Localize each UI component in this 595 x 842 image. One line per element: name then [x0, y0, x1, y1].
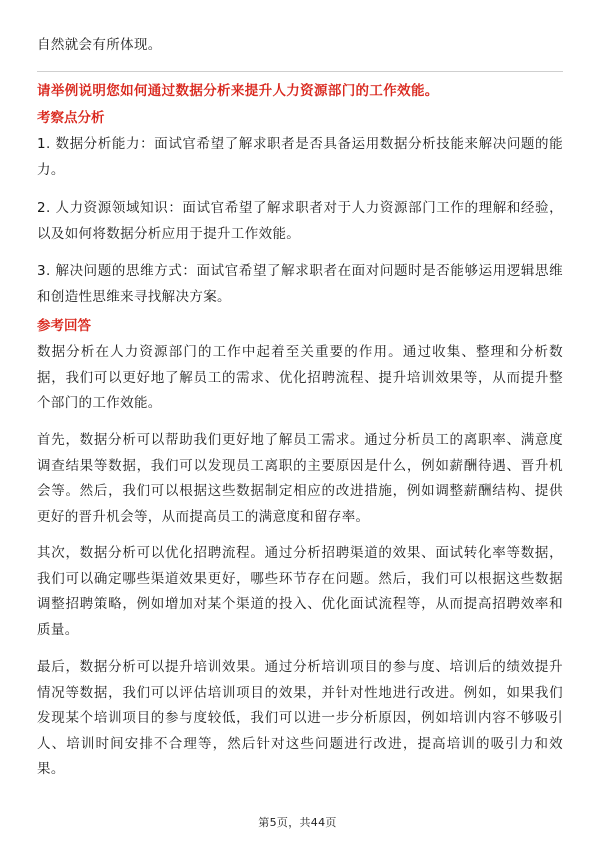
intro-tail-text: 自然就会有所体现。: [37, 37, 162, 53]
analysis-item-1: 1. 数据分析能力：面试官希望了解求职者是否具备运用数据分析技能来解决问题的能力。: [37, 136, 563, 178]
answer-paragraph-4: 最后，数据分析可以提升培训效果。通过分析培训项目的参与度、培训后的绩效提升情况等数据，我们可以评估培训项目的效果，并针对性地进行改进。例如，如果我们发现某个培训项目的参与度较低，我们可以进一步分析原因，例如培训内容不够吸引人、培训时间安排不合理等，然后针对这些问题进行改进，提高培训的吸引力和效果。: [37, 659, 563, 777]
analysis-item-3: 3. 解决问题的思维方式：面试官希望了解求职者在面对问题时是否能够运用逻辑思维和创造性思维来寻找解决方案。: [37, 263, 563, 305]
answer-paragraph-3: 其次，数据分析可以优化招聘流程。通过分析招聘渠道的效果、面试转化率等数据，我们可以确定哪些渠道效果更好，哪些环节存在问题。然后，我们可以根据这些数据调整招聘策略，例如增加对某个渠道的投入、优化面试流程等，从而提高招聘效率和质量。: [37, 545, 563, 638]
analysis-title: 考察点分析: [37, 110, 105, 126]
analysis-item-2: 2. 人力资源领域知识：面试官希望了解求职者对于人力资源部门工作的理解和经验，以及如何将数据分析应用于提升工作效能。: [37, 200, 563, 242]
answer-paragraph-1: 数据分析在人力资源部门的工作中起着至关重要的作用。通过收集、整理和分析数据，我们可以更好地了解员工的需求、优化招聘流程、提升培训效果等，从而提升整个部门的工作效能。: [37, 344, 563, 411]
question-heading: 请举例说明您如何通过数据分析来提升人力资源部门的工作效能。: [37, 83, 439, 99]
answer-title: 参考回答: [37, 318, 91, 334]
divider: [37, 71, 563, 72]
answer-paragraph-2: 首先，数据分析可以帮助我们更好地了解员工需求。通过分析员工的离职率、满意度调查结果等数据，我们可以发现员工离职的主要原因是什么，例如薪酬待遇、晋升机会等。然后，我们可以根据这些数据制定相应的改进措施，例如调整薪酬结构、提供更好的晋升机会等，从而提高员工的满意度和留存率。: [37, 432, 563, 525]
page-number-footer: 第5页，共44页: [258, 816, 337, 829]
